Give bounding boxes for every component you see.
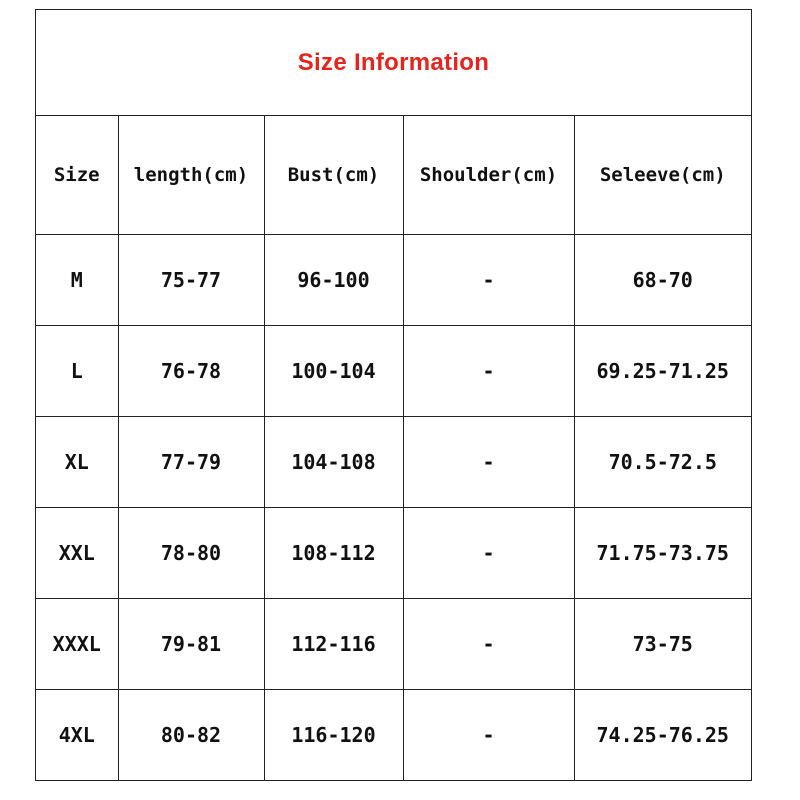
table-row — [36, 326, 751, 417]
cell-sleeve: 73-75 — [574, 599, 751, 690]
cell-bust: 96-100 — [264, 235, 403, 326]
header-shoulder: Shoulder(cm) — [403, 116, 574, 235]
cell-sleeve: 71.75-73.75 — [574, 508, 751, 599]
cell-size: XXXL — [36, 599, 118, 690]
table-row — [36, 417, 751, 508]
cell-shoulder: - — [403, 417, 574, 508]
cell-size: M — [36, 235, 118, 326]
cell-bust: 108-112 — [264, 508, 403, 599]
cell-bust: 100-104 — [264, 326, 403, 417]
cell-bust: 104-108 — [264, 417, 403, 508]
cell-size: 4XL — [36, 690, 118, 781]
header-row — [36, 116, 751, 235]
cell-length: 80-82 — [118, 690, 264, 781]
cell-length: 78-80 — [118, 508, 264, 599]
cell-shoulder: - — [403, 690, 574, 781]
cell-bust: 112-116 — [264, 599, 403, 690]
size-table — [36, 116, 751, 780]
chart-title: Size Information — [297, 48, 490, 76]
cell-length: 75-77 — [118, 235, 264, 326]
cell-shoulder: - — [403, 326, 574, 417]
cell-shoulder: - — [403, 599, 574, 690]
cell-size: XL — [36, 417, 118, 508]
cell-bust: 116-120 — [264, 690, 403, 781]
header-sleeve: Seleeve(cm) — [574, 116, 751, 235]
cell-sleeve: 68-70 — [574, 235, 751, 326]
cell-sleeve: 70.5-72.5 — [574, 417, 751, 508]
header-bust: Bust(cm) — [264, 116, 403, 235]
cell-size: L — [36, 326, 118, 417]
table-body — [36, 116, 751, 780]
size-chart — [35, 9, 752, 781]
cell-shoulder: - — [403, 508, 574, 599]
cell-sleeve: 74.25-76.25 — [574, 690, 751, 781]
table-row — [36, 690, 751, 781]
header-length: length(cm) — [118, 116, 264, 235]
table-row — [36, 235, 751, 326]
table-row — [36, 508, 751, 599]
cell-shoulder: - — [403, 235, 574, 326]
table-row — [36, 599, 751, 690]
cell-length: 77-79 — [118, 417, 264, 508]
title-row — [36, 10, 751, 116]
cell-size: XXL — [36, 508, 118, 599]
header-size: Size — [36, 116, 118, 235]
cell-length: 79-81 — [118, 599, 264, 690]
cell-sleeve: 69.25-71.25 — [574, 326, 751, 417]
cell-length: 76-78 — [118, 326, 264, 417]
